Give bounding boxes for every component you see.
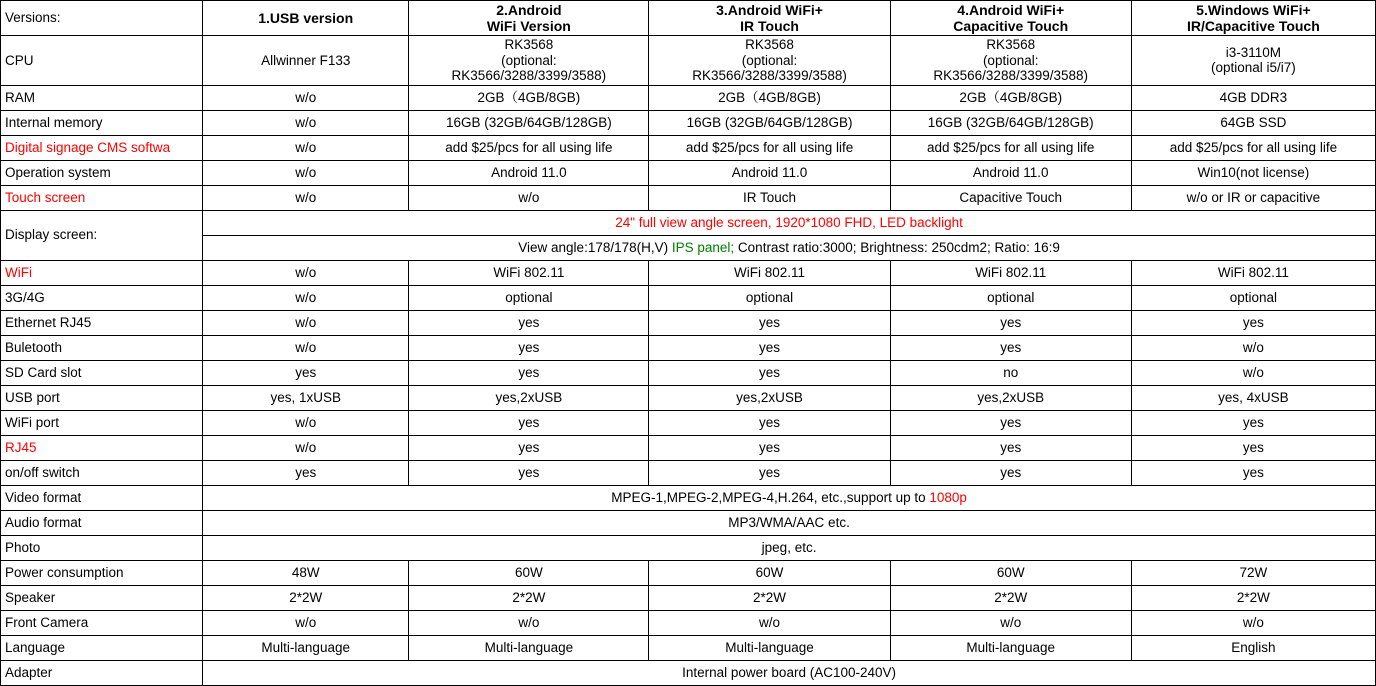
- cell-display-screen-line2: [203, 235, 1376, 260]
- cell-ram-3: 2GB（4GB/8GB): [649, 85, 890, 110]
- table-row: [1, 510, 1376, 535]
- row-label-cms-software: Digital signage CMS softwa: [1, 135, 203, 160]
- cell-touch-4: Capacitive Touch: [890, 185, 1131, 210]
- cell-line: i3-3110M: [1225, 44, 1282, 60]
- table-row: [1, 385, 1376, 410]
- cell-camera-4: w/o: [890, 610, 1131, 635]
- cell-cpu-4: [890, 36, 1131, 86]
- cell-onoff-5: yes: [1131, 460, 1375, 485]
- cell-onoff-4: yes: [890, 460, 1131, 485]
- table-row: [1, 135, 1376, 160]
- row-label-3g4g: 3G/4G: [1, 285, 203, 310]
- cell-line: RK3568: [986, 37, 1036, 53]
- row-label-speaker: Speaker: [1, 585, 203, 610]
- cell-cms-2: add $25/pcs for all using life: [409, 135, 649, 160]
- cell-cpu-1: [203, 36, 409, 86]
- cell-line: RK3566/3288/3399/3588): [451, 68, 607, 84]
- cell-os-4: Android 11.0: [890, 160, 1131, 185]
- table-row: [1, 610, 1376, 635]
- cell-wifiport-3: yes: [649, 410, 890, 435]
- cell-cms-5: add $25/pcs for all using life: [1131, 135, 1375, 160]
- cell-usb-1: yes, 1xUSB: [203, 385, 409, 410]
- cell-usb-2: yes,2xUSB: [409, 385, 649, 410]
- table-row: [1, 635, 1376, 660]
- cell-os-2: Android 11.0: [409, 160, 649, 185]
- cell-line: (optional:: [982, 52, 1039, 68]
- table-row: [1, 85, 1376, 110]
- table-row: [1, 185, 1376, 210]
- cell-language-2: Multi-language: [409, 635, 649, 660]
- cell-camera-2: w/o: [409, 610, 649, 635]
- cell-photo: jpeg, etc.: [203, 535, 1376, 560]
- row-label-bluetooth: Buletooth: [1, 335, 203, 360]
- cell-display-screen-line1: 24" full view angle screen, 1920*1080 FHD, LED backlight: [203, 210, 1376, 235]
- row-label-ethernet-rj45: Ethernet RJ45: [1, 310, 203, 335]
- cell-camera-3: w/o: [649, 610, 890, 635]
- cell-os-1: w/o: [203, 160, 409, 185]
- cell-power-4: 60W: [890, 560, 1131, 585]
- cell-speaker-2: 2*2W: [409, 585, 649, 610]
- table-row: [1, 260, 1376, 285]
- cell-onoff-1: yes: [203, 460, 409, 485]
- cell-cms-4: add $25/pcs for all using life: [890, 135, 1131, 160]
- header-col-5-line2: IR/Capacitive Touch: [1187, 18, 1320, 35]
- cell-ram-1: w/o: [203, 85, 409, 110]
- cell-cpu-5: [1131, 36, 1375, 86]
- header-col-4: [890, 1, 1131, 36]
- header-col-3-line2: IR Touch: [740, 18, 799, 35]
- video-format-resolution: 1080p: [929, 489, 967, 505]
- cell-bluetooth-5: w/o: [1131, 335, 1375, 360]
- cell-cms-3: add $25/pcs for all using life: [649, 135, 890, 160]
- row-label-onoff-switch: on/off switch: [1, 460, 203, 485]
- ips-panel-text: IPS panel;: [671, 239, 735, 255]
- cell-speaker-3: 2*2W: [649, 585, 890, 610]
- cell-3g4g-3: optional: [649, 285, 890, 310]
- cell-power-1: 48W: [203, 560, 409, 585]
- cell-power-3: 60W: [649, 560, 890, 585]
- cell-line: RK3566/3288/3399/3588): [692, 68, 847, 84]
- cell-wifi-4: WiFi 802.11: [890, 260, 1131, 285]
- cell-adapter: Internal power board (AC100-240V): [203, 660, 1376, 685]
- display-contrast-text: Contrast ratio:3000; Brightness: 250cdm2; Ratio: 16:9: [734, 239, 1060, 255]
- row-label-display-screen: Display screen:: [1, 210, 203, 260]
- cell-line: Allwinner F133: [261, 52, 351, 68]
- row-label-wifi: WiFi: [1, 260, 203, 285]
- cell-power-5: 72W: [1131, 560, 1375, 585]
- cell-speaker-1: 2*2W: [203, 585, 409, 610]
- cell-touch-5: w/o or IR or capacitive: [1131, 185, 1375, 210]
- cell-line: RK3566/3288/3399/3588): [933, 68, 1089, 84]
- table-row: [1, 235, 1376, 260]
- cell-language-3: Multi-language: [649, 635, 890, 660]
- table-row: [1, 410, 1376, 435]
- cell-bluetooth-2: yes: [409, 335, 649, 360]
- cell-line: (optional i5/i7): [1211, 60, 1296, 76]
- cell-bluetooth-3: yes: [649, 335, 890, 360]
- row-label-video-format: Video format: [1, 485, 203, 510]
- cell-3g4g-5: optional: [1131, 285, 1375, 310]
- table-row: [1, 160, 1376, 185]
- table-row: [1, 660, 1376, 685]
- cell-3g4g-1: w/o: [203, 285, 409, 310]
- cell-speaker-5: 2*2W: [1131, 585, 1375, 610]
- cell-internal-memory-3: 16GB (32GB/64GB/128GB): [649, 110, 890, 135]
- table-row: [1, 585, 1376, 610]
- cell-camera-1: w/o: [203, 610, 409, 635]
- table-row: [1, 110, 1376, 135]
- video-format-text: MPEG-1,MPEG-2,MPEG-4,H.264, etc.,support up to: [611, 489, 930, 505]
- cell-os-3: Android 11.0: [649, 160, 890, 185]
- cell-ethernet-2: yes: [409, 310, 649, 335]
- table-row: [1, 435, 1376, 460]
- cell-ethernet-1: w/o: [203, 310, 409, 335]
- cell-ram-2: 2GB（4GB/8GB): [409, 85, 649, 110]
- row-label-front-camera: Front Camera: [1, 610, 203, 635]
- header-col-5: [1131, 1, 1375, 36]
- table-row: [1, 285, 1376, 310]
- display-angle-text: View angle:178/178(H,V): [518, 239, 672, 255]
- cell-onoff-2: yes: [409, 460, 649, 485]
- cell-wifiport-2: yes: [409, 410, 649, 435]
- row-label-ram: RAM: [1, 85, 203, 110]
- table-row: [1, 485, 1376, 510]
- table-row: [1, 335, 1376, 360]
- cell-ethernet-5: yes: [1131, 310, 1375, 335]
- header-col-1-line1: 1.USB version: [258, 10, 354, 27]
- cell-bluetooth-4: yes: [890, 335, 1131, 360]
- cell-wifi-5: WiFi 802.11: [1131, 260, 1375, 285]
- cell-wifiport-5: yes: [1131, 410, 1375, 435]
- cell-onoff-3: yes: [649, 460, 890, 485]
- table-header-row: [1, 1, 1376, 36]
- header-col-4-line1: 4.Android WiFi+: [957, 2, 1065, 18]
- cell-line: RK3568: [504, 37, 554, 53]
- header-col-2-line1: 2.Android: [496, 2, 562, 18]
- cell-line: (optional:: [501, 52, 557, 68]
- cell-sdcard-5: w/o: [1131, 360, 1375, 385]
- cell-internal-memory-2: 16GB (32GB/64GB/128GB): [409, 110, 649, 135]
- cell-wifi-1: w/o: [203, 260, 409, 285]
- table-row: [1, 560, 1376, 585]
- cell-power-2: 60W: [409, 560, 649, 585]
- table-row: [1, 460, 1376, 485]
- cell-bluetooth-1: w/o: [203, 335, 409, 360]
- cell-rj45-3: yes: [649, 435, 890, 460]
- cell-internal-memory-5: 64GB SSD: [1131, 110, 1375, 135]
- cell-usb-4: yes,2xUSB: [890, 385, 1131, 410]
- table-row: [1, 210, 1376, 235]
- cell-usb-3: yes,2xUSB: [649, 385, 890, 410]
- header-col-2-line2: WiFi Version: [486, 18, 571, 35]
- table-row: [1, 360, 1376, 385]
- cell-os-5: Win10(not license): [1131, 160, 1375, 185]
- cell-3g4g-4: optional: [890, 285, 1131, 310]
- cell-rj45-4: yes: [890, 435, 1131, 460]
- table-body: [1, 1, 1376, 686]
- row-label-touch-screen: Touch screen: [1, 185, 203, 210]
- row-label-wifi-port: WiFi port: [1, 410, 203, 435]
- row-label-photo: Photo: [1, 535, 203, 560]
- cell-ram-5: 4GB DDR3: [1131, 85, 1375, 110]
- table-row: [1, 310, 1376, 335]
- cell-sdcard-3: yes: [649, 360, 890, 385]
- cell-internal-memory-1: w/o: [203, 110, 409, 135]
- cell-sdcard-2: yes: [409, 360, 649, 385]
- cell-sdcard-1: yes: [203, 360, 409, 385]
- cell-touch-1: w/o: [203, 185, 409, 210]
- cell-usb-5: yes, 4xUSB: [1131, 385, 1375, 410]
- header-col-1: [203, 1, 409, 36]
- header-col-5-line1: 5.Windows WiFi+: [1196, 2, 1311, 18]
- cell-ram-4: 2GB（4GB/8GB): [890, 85, 1131, 110]
- cell-language-5: English: [1131, 635, 1375, 660]
- table-row: [1, 36, 1376, 86]
- row-label-usb-port: USB port: [1, 385, 203, 410]
- cell-touch-2: w/o: [409, 185, 649, 210]
- cell-wifiport-1: w/o: [203, 410, 409, 435]
- cell-internal-memory-4: 16GB (32GB/64GB/128GB): [890, 110, 1131, 135]
- row-label-cpu: CPU: [1, 36, 203, 86]
- cell-language-1: Multi-language: [203, 635, 409, 660]
- cell-rj45-5: yes: [1131, 435, 1375, 460]
- cell-line: RK3568: [745, 37, 794, 53]
- cell-cpu-3: [649, 36, 890, 86]
- header-col-3: [649, 1, 890, 36]
- row-label-language: Language: [1, 635, 203, 660]
- cell-video-format: [203, 485, 1376, 510]
- row-label-power-consumption: Power consumption: [1, 560, 203, 585]
- row-label-rj45: RJ45: [1, 435, 203, 460]
- row-label-adapter: Adapter: [1, 660, 203, 685]
- cell-audio-format: MP3/WMA/AAC etc.: [203, 510, 1376, 535]
- header-col-2: [409, 1, 649, 36]
- cell-sdcard-4: no: [890, 360, 1131, 385]
- cell-ethernet-4: yes: [890, 310, 1131, 335]
- row-label-audio-format: Audio format: [1, 510, 203, 535]
- cell-rj45-1: w/o: [203, 435, 409, 460]
- cell-line: (optional:: [741, 52, 798, 68]
- cell-ethernet-3: yes: [649, 310, 890, 335]
- header-label: Versions:: [1, 1, 203, 36]
- row-label-sd-card-slot: SD Card slot: [1, 360, 203, 385]
- cell-3g4g-2: optional: [409, 285, 649, 310]
- cell-wifiport-4: yes: [890, 410, 1131, 435]
- cell-language-4: Multi-language: [890, 635, 1131, 660]
- cell-rj45-2: yes: [409, 435, 649, 460]
- cell-speaker-4: 2*2W: [890, 585, 1131, 610]
- header-col-4-line2: Capacitive Touch: [953, 18, 1069, 35]
- cell-wifi-3: WiFi 802.11: [649, 260, 890, 285]
- cell-camera-5: w/o: [1131, 610, 1375, 635]
- cell-wifi-2: WiFi 802.11: [409, 260, 649, 285]
- row-label-internal-memory: Internal memory: [1, 110, 203, 135]
- cell-cpu-2: [409, 36, 649, 86]
- row-label-operation-system: Operation system: [1, 160, 203, 185]
- cell-touch-3: IR Touch: [649, 185, 890, 210]
- table-row: [1, 535, 1376, 560]
- header-col-3-line1: 3.Android WiFi+: [716, 2, 823, 18]
- cell-cms-1: w/o: [203, 135, 409, 160]
